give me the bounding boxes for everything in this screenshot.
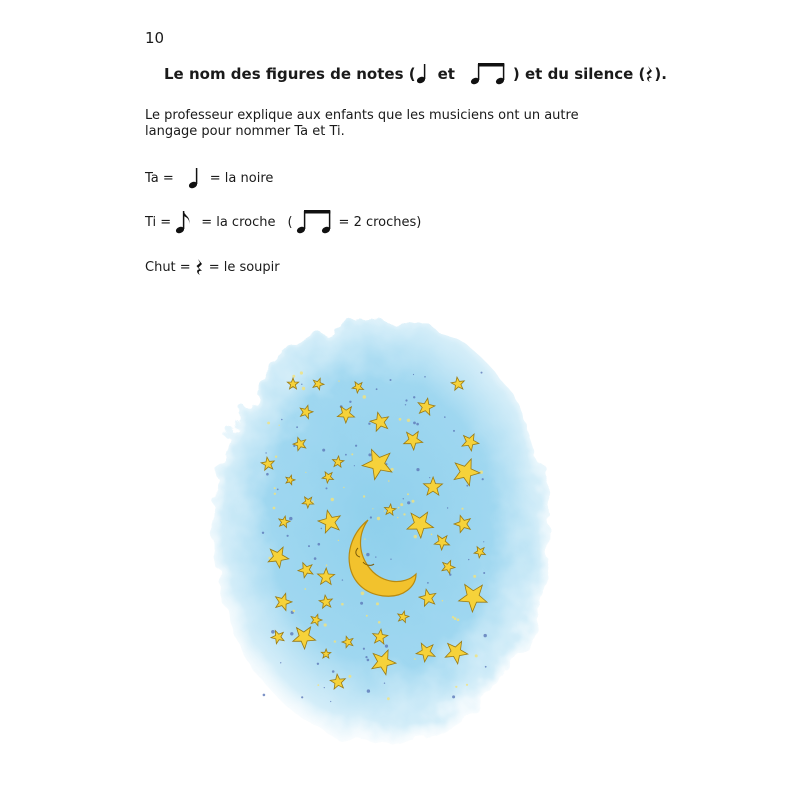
sparkle-dot	[326, 487, 328, 489]
sparkle-dot	[349, 401, 351, 403]
sparkle-dot	[289, 517, 292, 520]
ti-label: Ti =	[145, 214, 172, 230]
sparkle-dot	[314, 557, 317, 560]
sparkle-dot	[348, 675, 351, 678]
page-title	[164, 62, 667, 86]
sparkle-dot	[324, 687, 325, 688]
quarter-note-icon	[416, 63, 428, 85]
sparkle-dot	[279, 425, 280, 426]
sparkle-dot	[293, 610, 296, 613]
ti-paren-open: (	[287, 214, 293, 230]
sparkle-dot	[405, 404, 406, 405]
chut-row	[145, 258, 280, 276]
sparkle-dot	[301, 696, 303, 698]
beamed-eighth-notes-icon	[469, 62, 509, 86]
sparkle-dot	[355, 445, 357, 447]
beamed-eighth-notes-icon	[295, 209, 335, 235]
sparkle-dot	[330, 701, 331, 702]
sparkle-dot	[367, 689, 370, 692]
sparkle-dot	[324, 623, 327, 626]
sparkle-dot	[287, 535, 289, 537]
sparkle-dot	[416, 468, 419, 471]
sparkle-dot	[364, 538, 365, 539]
sparkle-dot	[292, 375, 295, 378]
sparkle-dot	[364, 553, 365, 554]
sparkle-dot	[363, 395, 367, 399]
ti-meaning: = la croche	[201, 214, 276, 230]
title-part3: ).	[654, 65, 667, 83]
sparkle-dot	[363, 648, 365, 650]
sparkle-dot	[366, 615, 368, 617]
ti-paren-close: = 2 croches)	[338, 214, 422, 230]
sparkle-dot	[452, 695, 455, 698]
sparkle-dot	[338, 540, 339, 541]
sparkle-dot	[390, 559, 391, 560]
sparkle-dot	[378, 621, 381, 624]
sparkle-dot	[431, 534, 433, 536]
chut-meaning: = le soupir	[208, 259, 280, 275]
sparkle-dot	[398, 507, 400, 509]
sparkle-dot	[365, 656, 367, 658]
title-part1: Le nom des figures de notes (	[164, 65, 416, 83]
sparkle-dot	[400, 503, 403, 506]
sparkle-dot	[453, 430, 455, 432]
sparkle-dot	[407, 501, 410, 504]
sparkle-dot	[266, 473, 269, 476]
sparkle-dot	[368, 423, 370, 425]
sparkle-dot	[466, 485, 468, 487]
sparkle-dot	[342, 579, 343, 580]
sparkle-dot	[274, 487, 276, 489]
sparkle-dot	[341, 603, 344, 606]
sparkle-dot	[318, 543, 321, 546]
sparkle-dot	[483, 572, 485, 574]
sparkle-dot	[290, 632, 293, 635]
sparkle-dot	[461, 508, 463, 510]
sparkle-dot	[301, 384, 302, 385]
sparkle-dot	[367, 659, 370, 662]
sparkle-dot	[466, 684, 468, 686]
sparkle-dot	[370, 516, 372, 518]
sparkle-dot	[326, 564, 328, 566]
sparkle-dot	[296, 426, 298, 428]
quarter-rest-icon	[195, 258, 204, 276]
sparkle-dot	[366, 553, 369, 556]
page-number: 10	[145, 29, 165, 47]
ta-row	[145, 166, 273, 190]
eighth-note-icon	[175, 209, 193, 235]
sparkle-dot	[263, 694, 266, 697]
sparkle-dot	[332, 670, 335, 673]
sparkle-dot	[444, 416, 446, 418]
sparkle-dot	[457, 619, 460, 622]
sparkle-dot	[412, 500, 415, 503]
sparkle-dot	[302, 387, 305, 390]
sparkle-dot	[387, 697, 390, 700]
ti-row	[145, 209, 421, 235]
sparkle-dot	[331, 498, 334, 501]
sparkle-dot	[407, 493, 409, 495]
ta-meaning: = la noire	[209, 170, 274, 186]
sparkle-dot	[368, 453, 371, 456]
sparkle-dot	[416, 423, 419, 426]
sparkle-dot	[447, 507, 448, 508]
sparkle-dot	[273, 507, 276, 510]
sparkle-dot	[271, 630, 275, 634]
sparkle-dot	[375, 556, 376, 557]
sparkle-dot	[403, 513, 405, 515]
sparkle-dot	[385, 645, 388, 648]
sparkle-dot	[384, 510, 385, 511]
sparkle-dot	[427, 582, 429, 584]
sparkle-dot	[405, 399, 407, 401]
sparkle-dot	[475, 654, 478, 657]
night-sky-moon-stars-illustration	[208, 312, 556, 752]
sparkle-dot	[377, 517, 380, 520]
sparkle-dot	[473, 575, 476, 578]
sparkle-dot	[407, 419, 410, 422]
night-sky-illustration	[208, 312, 556, 752]
sparkle-dot	[345, 454, 347, 456]
sparkle-dot	[413, 374, 414, 375]
quarter-rest-icon	[645, 65, 654, 83]
sparkle-dot	[403, 498, 404, 499]
sparkle-dot	[305, 472, 306, 473]
sparkle-dot	[442, 600, 444, 602]
sparkle-dot	[300, 371, 303, 374]
sparkle-dot	[334, 640, 336, 642]
sparkle-dot	[424, 376, 426, 378]
sparkle-dot	[274, 493, 276, 495]
sparkle-dot	[455, 686, 457, 688]
sparkle-dot	[321, 528, 322, 529]
intro-paragraph: Le professeur explique aux enfants que les musiciens ont un autre langage pour nommer Ta et Ti.	[145, 108, 579, 139]
sparkle-dot	[480, 471, 483, 474]
sparkle-dot	[360, 602, 363, 605]
sparkle-dot	[304, 588, 306, 590]
title-and: et	[437, 65, 455, 83]
sparkle-dot	[308, 545, 310, 547]
sparkle-dot	[317, 663, 319, 665]
sparkle-dot	[376, 602, 379, 605]
sparkle-dot	[454, 617, 457, 620]
chut-label: Chut =	[145, 259, 191, 275]
quarter-note-icon	[188, 166, 200, 190]
sparkle-dot	[354, 465, 355, 466]
sparkle-dot	[483, 541, 484, 542]
sparkle-dot	[338, 380, 339, 381]
sparkle-dot	[413, 396, 415, 398]
sparkle-dot	[277, 489, 279, 491]
sparkle-dot	[317, 684, 319, 686]
sparkle-dot	[390, 379, 392, 381]
sparkle-dot	[384, 683, 385, 684]
sparkle-dot	[275, 456, 277, 458]
sparkle-dot	[468, 559, 469, 560]
sparkle-dot	[265, 452, 266, 453]
sparkle-dot	[397, 517, 398, 518]
sparkle-dot	[363, 495, 365, 497]
sparkle-dot	[351, 453, 353, 455]
sparkle-dot	[343, 487, 344, 488]
sparkle-dot	[399, 418, 402, 421]
sparkle-dot	[482, 478, 484, 480]
sparkle-dot	[267, 422, 270, 425]
sparkle-dot	[388, 480, 390, 482]
sparkle-dot	[280, 662, 281, 663]
sparkle-dot	[372, 508, 373, 509]
sparkle-dot	[262, 532, 264, 534]
sparkle-dot	[361, 592, 365, 596]
title-part2: ) et du silence (	[512, 65, 646, 83]
sparkle-dot	[281, 419, 283, 421]
sparkle-dot	[414, 535, 417, 538]
sparkle-dot	[485, 666, 487, 668]
sparkle-dot	[414, 658, 416, 660]
sparkle-dot	[481, 372, 483, 374]
sparkle-dot	[322, 449, 325, 452]
sparkle-dot	[484, 634, 487, 637]
ta-label: Ta =	[145, 170, 174, 186]
sparkle-dot	[413, 422, 416, 425]
sparkle-dot	[429, 477, 430, 478]
sparkle-dot	[376, 388, 378, 390]
